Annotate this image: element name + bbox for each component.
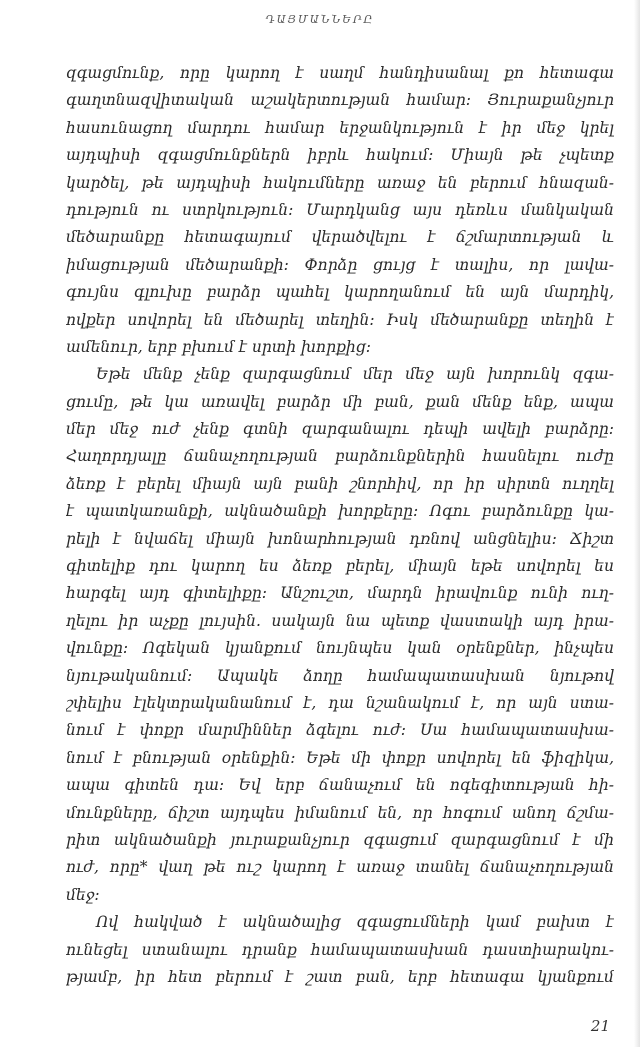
text-line: րելի է նվաճել միայն խոնարհության դռնով անցնելիս: Ճիշտ [66, 529, 614, 548]
running-header: ԴԱՅՄԱՆՆԵՐԸ [265, 13, 375, 26]
text-line: վունքը: Ոգեկան կյանքում նույնպես կան օրենքներ, ինչպես [66, 639, 614, 658]
text-line: մունքները, ճիշտ այդպես իմանում են, որ հոգում անող ճշմա- [66, 803, 614, 822]
text-line: գույնս գլուխը բարձր պահել կարողանում են այն մարդիկ, [66, 283, 614, 302]
text-line: գիտելիք դու կարող ես ձեռք բերել, միայն եթե սովորել ես [66, 557, 614, 576]
text-line: հարգել այդ գիտելիքը: Անշուշտ, մարդն իրավունք ունի ուղ- [66, 584, 614, 603]
text-line: ցումը, թե կա առավել բարձր մի բան, քան մենք ենք, ապա [66, 392, 614, 411]
text-line: կարծել, թե այդպիսի հակումները առաջ են բերում հնազան- [66, 173, 614, 192]
page-number: 21 [590, 1017, 610, 1035]
text-line: դություն ու ստրկություն: Մարդկանց այս դեռևս մանկական [66, 200, 614, 219]
text-line: ձեռք է բերել միայն այն բանի շնորհիվ, որ իր սիրտն ուղղել [66, 474, 614, 493]
text-line: ղելու իր աչքը լույսին. սակայն նա պետք վաստակի այդ իրա- [66, 611, 614, 630]
text-line: թյամբ, իր հետ բերում է շատ բան, երբ հետագա կյանքում [66, 967, 614, 986]
text-line: ուժ, որը* վաղ թե ուշ կարող է առաջ տանել ճանաչողության [66, 858, 614, 877]
text-line: մեր մեջ ուժ չենք գտնի զարգանալու դեպի ավելի բարձրը: [66, 420, 614, 439]
text-line: նյութականում: Ապակե ձողը համապատասխան նյութով [66, 666, 614, 685]
text-line: րիտ ակնածանքի յուրաքանչյուր զգացում զարգացնում է մի [66, 830, 614, 849]
text-line: իմացության մեծարանքի: Փորձը ցույց է տալիս, որ լավա- [66, 255, 614, 274]
text-line: հասունացող մարդու համար երջանկություն է իր մեջ կրել [66, 118, 614, 137]
text-line: զգացմունք, որը կարող է սաղմ հանդիսանալ քո հետագա [66, 64, 614, 82]
text-line: մեծարանքը հետագայում վերածվելու է ճշմարտության և [66, 228, 614, 247]
text-line: ամենուր, երբ բխում է սրտի խորքից: [66, 337, 371, 356]
text-line: գաղտնազվիտական աշակերտության համար: Յուրաքանչյուր [66, 91, 614, 110]
text-line: ապա գիտեն դա: Եվ երբ ճանաչում են ոգեգիտության հի- [66, 776, 614, 795]
text-line: է պատկառանքի, ակնածանքի խորքերը: Ոգու բարձունքը կա- [66, 502, 614, 521]
page-edge-shadow [634, 0, 640, 1047]
text-line: ովքեր սովորել են մեծարել տեղին: Իսկ մեծարանքը տեղին է [66, 310, 614, 329]
text-line: նում է բնության օրենքին: Եթե մի փոքր սովորել են ֆիզիկա, [66, 748, 614, 767]
text-line: շփելիս էլեկտրականանում է, դա նշանակում է, որ այն ստա- [66, 693, 614, 712]
text-line: Ով հակված է ակնածալից զգացումների կամ բախտ է [96, 913, 614, 932]
text-line: այդպիսի զգացմունքներն իբրև հակում: Միայն թե չպետք [66, 146, 614, 165]
body-text [66, 60, 614, 991]
text-line: ունեցել ստանալու դրանք համապատասխան դաստիարակու- [66, 940, 614, 959]
text-line: Հաղորդյալը ճանաչողության բարձունքներին հասնելու ուժը [66, 447, 614, 466]
text-line: նում է փոքր մարմիններ ձգելու ուժ: Սա համապատասխա- [66, 721, 614, 740]
text-line: Եթե մենք չենք զարգացնում մեր մեջ այն խորունկ զգա- [96, 365, 614, 384]
text-line: մեջ: [66, 885, 100, 904]
